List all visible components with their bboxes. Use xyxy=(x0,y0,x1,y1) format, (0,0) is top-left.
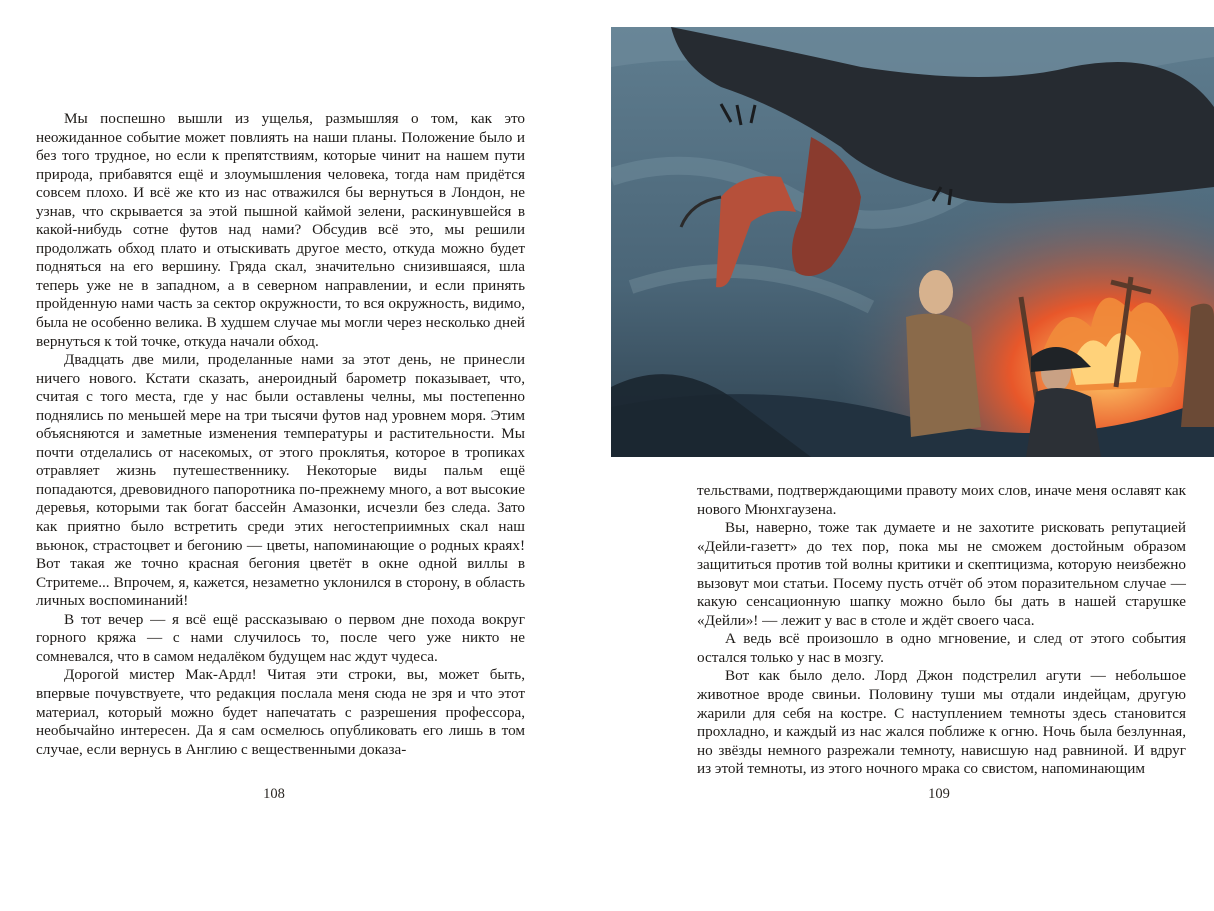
paragraph: Двадцать две мили, проделанные нами за этот день, не принесли ничего нового. Кстати сказать, анероидный барометр показывает, что, считая с того места, где у нас были оставлены челны, мы постепенно поднялись по меньшей мере на три тысячи футов над уровнем моря. Этим объясняются и заметные изменения температуры и растительности. Мы почти отделались от насекомых, от этого проклятья, которое в тропиках отравляет жизнь путешественнику. Некоторые виды пальм ещё попадаются, древовидного папоротника по-прежнему много, а вот высокие деревья, которыми так богат бассейн Амазонки, исчезли без следа. Зато как приятно было встретить среди этих негостеприимных скал наш вьюнок, страстоцвет и бегонию — цветы, напоминающие о родных краях! Вот такая же точно красная бегония цветёт в окне одной виллы в Стритеме... Впрочем, я, кажется, незаметно уклонился в сторону, в область личных воспоминаний! xyxy=(36,351,525,610)
paragraph: А ведь всё произошло в одно мгновение, и след от этого события остался только у нас в мозгу. xyxy=(697,630,1186,666)
illustration-pterodactyl-over-campfire xyxy=(611,27,1214,457)
left-page-text xyxy=(36,110,525,759)
figure-body-1 xyxy=(906,314,981,437)
paragraph: Вы, наверно, тоже так думаете и не захотите рисковать репутацией «Дейли-газетт» до тех пор, пока мы не сможем достойным образом защититься против той волны критики и скептицизма, которую неизбежно вызовут мои статьи. Посему пусть отчёт об этом поразительном случае — какую сенсационную шапку можно было бы дать в нашей старушке «Дейли»! — лежит у вас в столе и ждёт своего часа. xyxy=(697,519,1186,629)
paragraph: Мы поспешно вышли из ущелья, размышляя о том, как это неожиданное событие может повлиять на наши планы. Положение было и без того трудное, но если к препятствиям, которые чинит на нашем пути природа, прибавятся ещё и злоумышления человека, тогда нам придётся совсем плохо. И всё же кто из нас отважился бы вернуться в Лондон, не узнав, что скрывается за этой пышной каймой зелени, раскинувшейся в какой-нибудь сотне футов над нами? Обсудив всё это, мы решили продолжать обход плато и отыскивать другое место, откуда можно будет подняться на его вершину. Гряда скал, значительно снизившаяся, шла теперь уже не в западном, а в северном направлении, и если принять пройденную нами часть за сектор окружности, то вся окружность, видимо, была не особенно велика. В худшем случае мы могли через несколько дней вернуться к той точке, откуда начали обход. xyxy=(36,110,525,350)
page-number: 108 xyxy=(263,786,285,802)
paragraph: Дорогой мистер Мак-Ардл! Читая эти строки, вы, может быть, впервые почувствуете, что редакция послала меня сюда не зря и что этот материал, который можно будет напечатать с разрешения профессора, необычайно интересен. Да я сам осмелюсь опубликовать его лишь в том случае, если вернусь в Англию с вещественными доказа- xyxy=(36,666,525,758)
right-page xyxy=(607,0,1214,911)
page-number: 109 xyxy=(928,786,950,802)
figure-face-1 xyxy=(919,270,953,314)
illustration-drawing xyxy=(611,27,1214,457)
right-page-text xyxy=(697,482,1186,779)
paragraph: Вот как было дело. Лорд Джон подстрелил агути — небольшое животное вроде свиньи. Половину туши мы отдали индейцам, другую жарили для себя на костре. С наступлением темноты здесь становится прохладно, и каждый из нас жался поближе к огню. Ночь была безлунная, но звёзды немного разрежали темноту, нависшую над равниной. И вдруг из этой темноты, из этого ночного мрака со свистом, напоминающим xyxy=(697,667,1186,778)
figure-body-2 xyxy=(1026,388,1101,457)
paragraph: тельствами, подтверждающими правоту моих слов, иначе меня ославят как нового Мюнхгаузена. xyxy=(697,482,1186,518)
paragraph: В тот вечер — я всё ещё рассказываю о первом дне похода вокруг горного кряжа — с нами случилось то, после чего уже никто не сомневался, что в самом недалёком будущем нас ждут чудеса. xyxy=(36,610,525,665)
